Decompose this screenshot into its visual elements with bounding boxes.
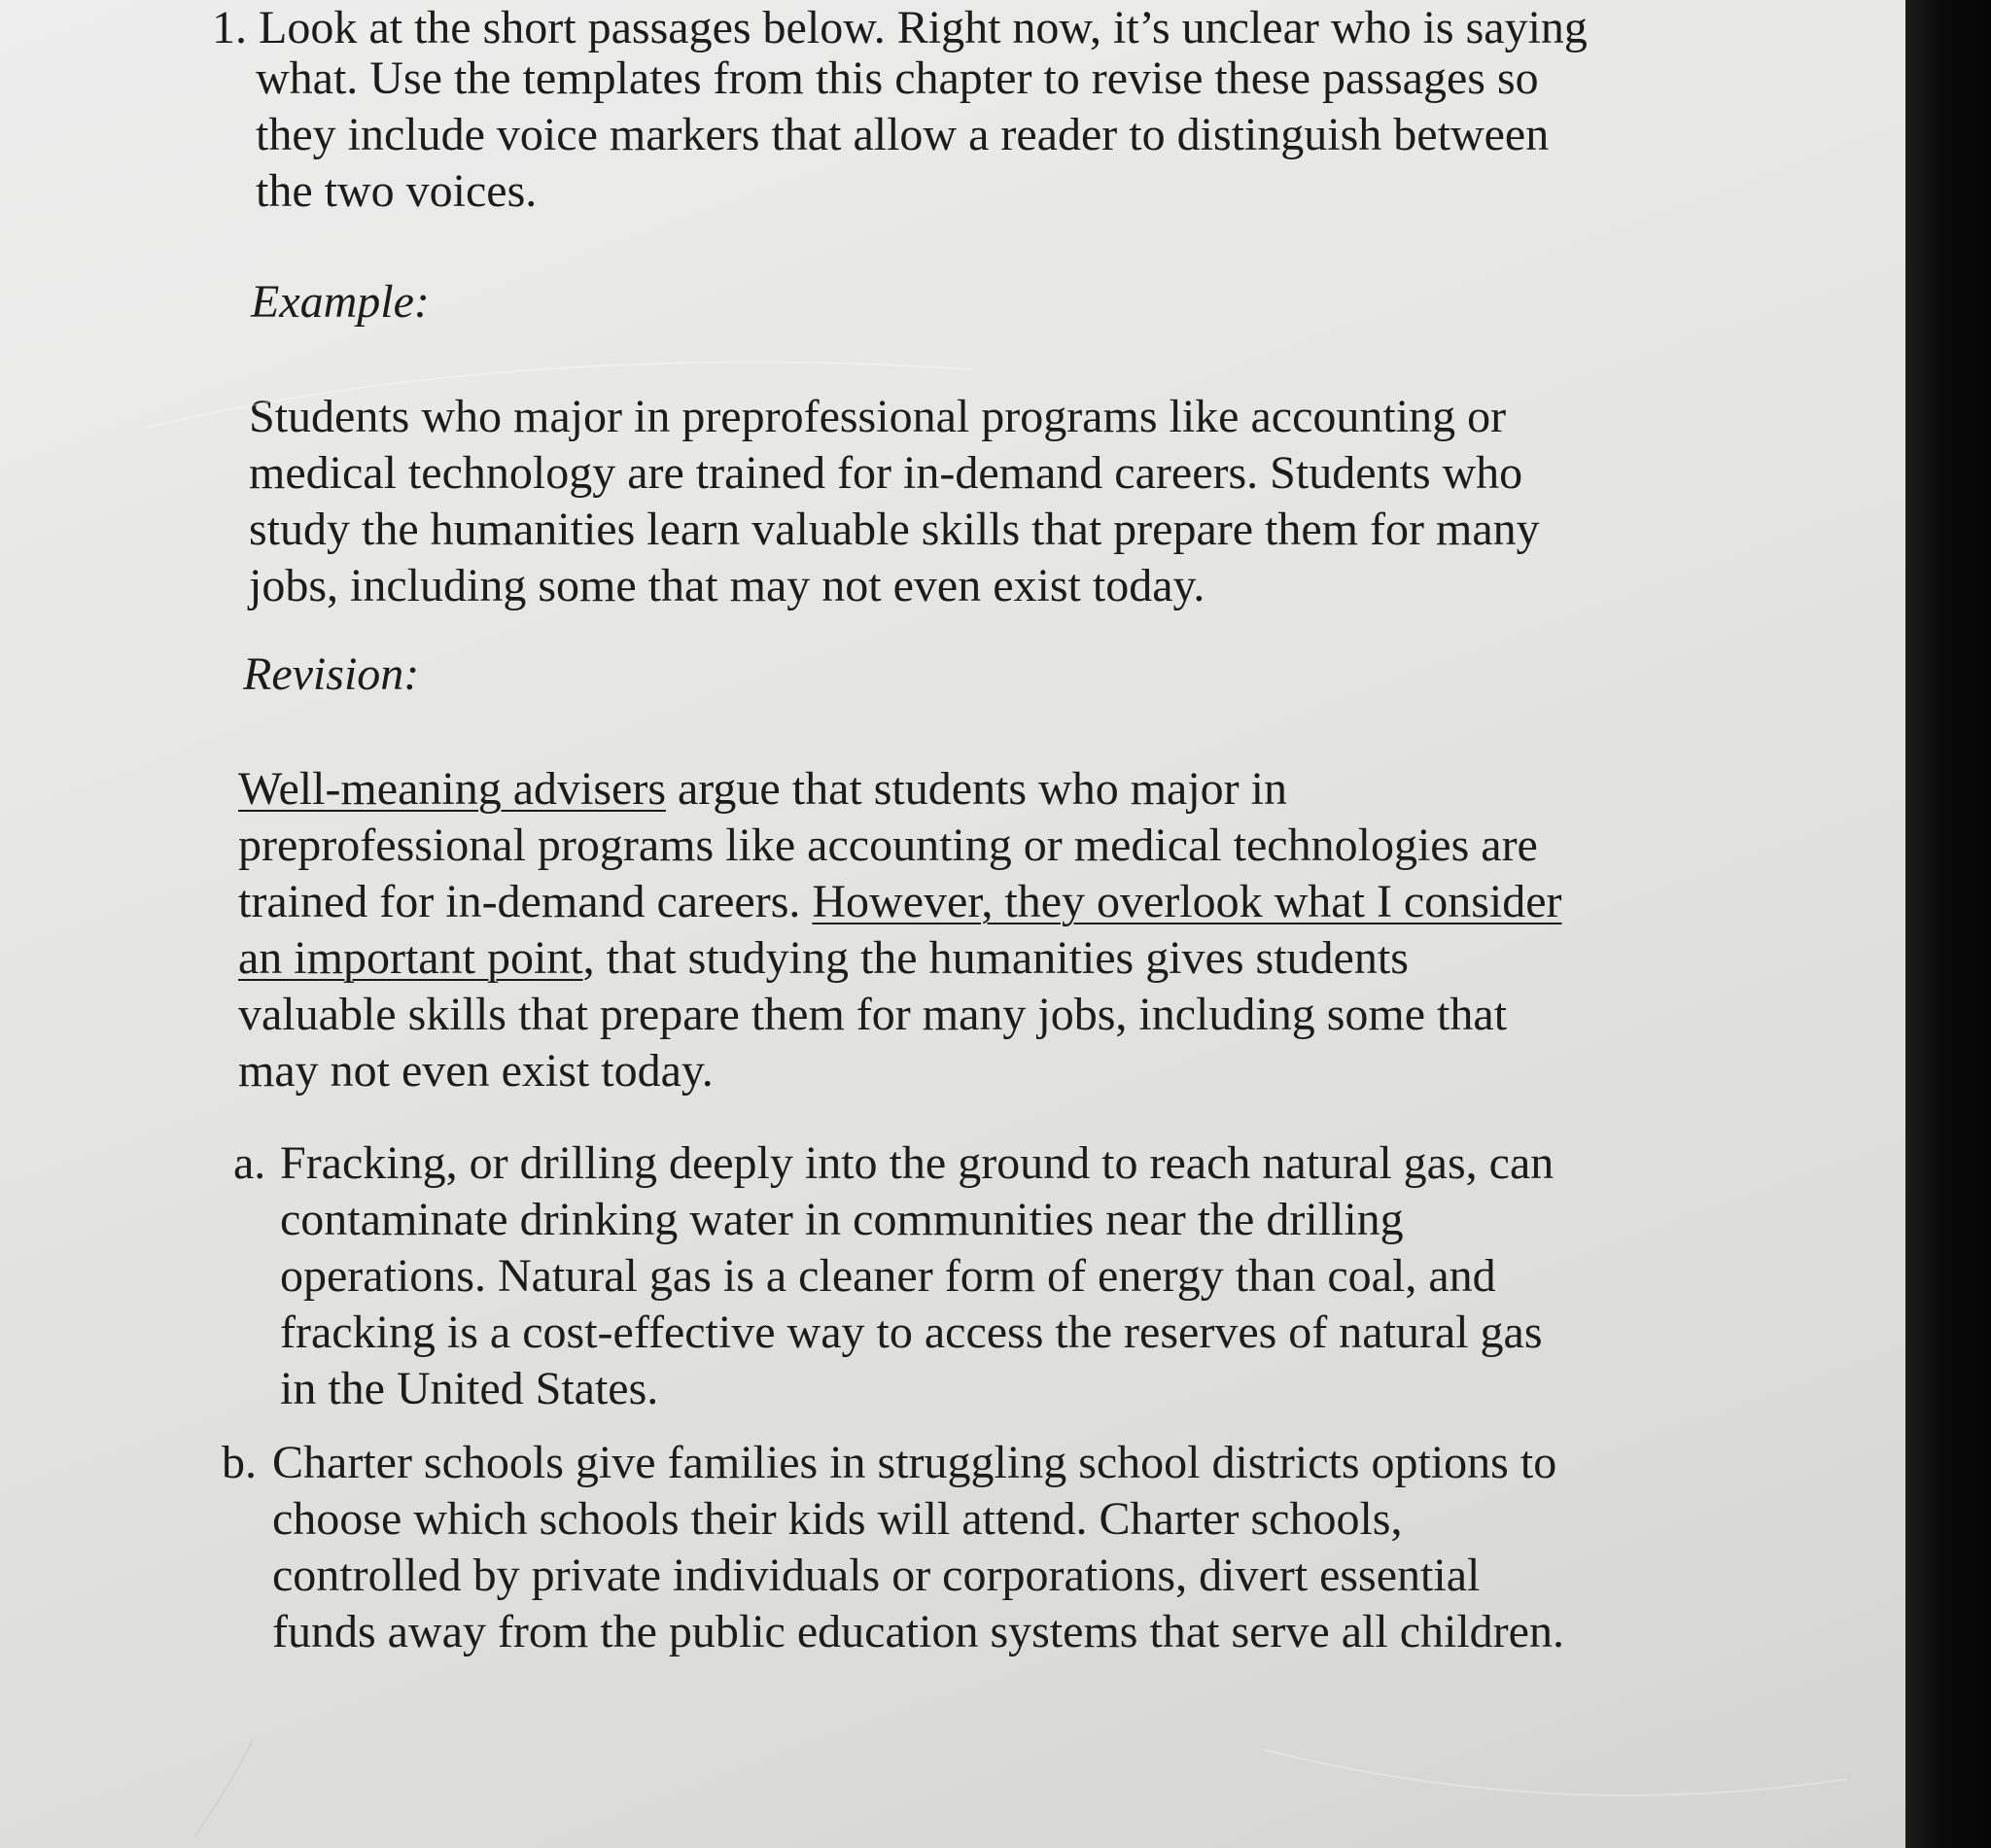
item-b-marker: b. xyxy=(222,1437,257,1488)
item-line: contaminate drinking water in communities near the drilling xyxy=(280,1194,1404,1245)
question-line: Look at the short passages below. Right now, it’s unclear who is saying xyxy=(259,2,1588,53)
device-bezel xyxy=(1905,0,1991,1848)
glare-streak xyxy=(194,1740,253,1837)
question-1-instructions xyxy=(256,51,1549,220)
item-line: in the United States. xyxy=(280,1363,659,1414)
question-line: what. Use the templates from this chapter to revise these passages so xyxy=(256,52,1539,104)
question-number: 1. xyxy=(212,2,247,53)
example-line: jobs, including some that may not even exist today. xyxy=(249,560,1205,611)
example-label: Example: xyxy=(251,276,430,328)
glare-streak xyxy=(1264,1750,1847,1796)
revision-passage xyxy=(238,761,1562,1099)
revision-line: valuable skills that prepare them for many jobs, including some that xyxy=(238,989,1508,1040)
item-a-passage xyxy=(280,1135,1554,1417)
revision-line xyxy=(238,930,1562,987)
revision-text: trained for in-demand careers. xyxy=(238,876,813,927)
item-line: Charter schools give families in struggling school districts options to xyxy=(272,1437,1557,1488)
example-line: medical technology are trained for in-demand careers. Students who xyxy=(249,447,1523,499)
item-a-marker: a. xyxy=(233,1137,266,1189)
revision-line xyxy=(238,761,1562,818)
item-line: choose which schools their kids will attend. Charter schools, xyxy=(272,1493,1403,1545)
example-line: study the humanities learn valuable skills that prepare them for many xyxy=(249,504,1540,555)
item-line: controlled by private individuals or corporations, divert essential xyxy=(272,1550,1481,1601)
question-line: the two voices. xyxy=(256,165,538,217)
example-passage xyxy=(249,389,1540,614)
voice-marker-underlined: However, they overlook what I consider xyxy=(812,876,1562,927)
item-b-passage xyxy=(272,1435,1564,1660)
revision-text: , that studying the humanities gives students xyxy=(582,932,1409,984)
question-1-first-line xyxy=(212,0,1588,56)
revision-line xyxy=(238,874,1562,930)
voice-marker-underlined: Well-meaning advisers xyxy=(238,763,666,815)
item-line: fracking is a cost-effective way to access the reserves of natural gas xyxy=(280,1307,1543,1358)
revision-line: may not even exist today. xyxy=(238,1045,714,1097)
example-line: Students who major in preprofessional programs like accounting or xyxy=(249,391,1507,442)
question-line: they include voice markers that allow a reader to distinguish between xyxy=(256,109,1550,160)
item-line: funds away from the public education systems that serve all children. xyxy=(272,1606,1564,1657)
item-line: Fracking, or drilling deeply into the ground to reach natural gas, can xyxy=(280,1137,1554,1189)
revision-text: argue that students who major in xyxy=(666,763,1287,815)
revision-label: Revision: xyxy=(243,648,420,700)
revision-line: preprofessional programs like accounting or medical technologies are xyxy=(238,819,1538,871)
item-line: operations. Natural gas is a cleaner form of energy than coal, and xyxy=(280,1250,1496,1302)
voice-marker-underlined: an important point xyxy=(238,932,583,984)
